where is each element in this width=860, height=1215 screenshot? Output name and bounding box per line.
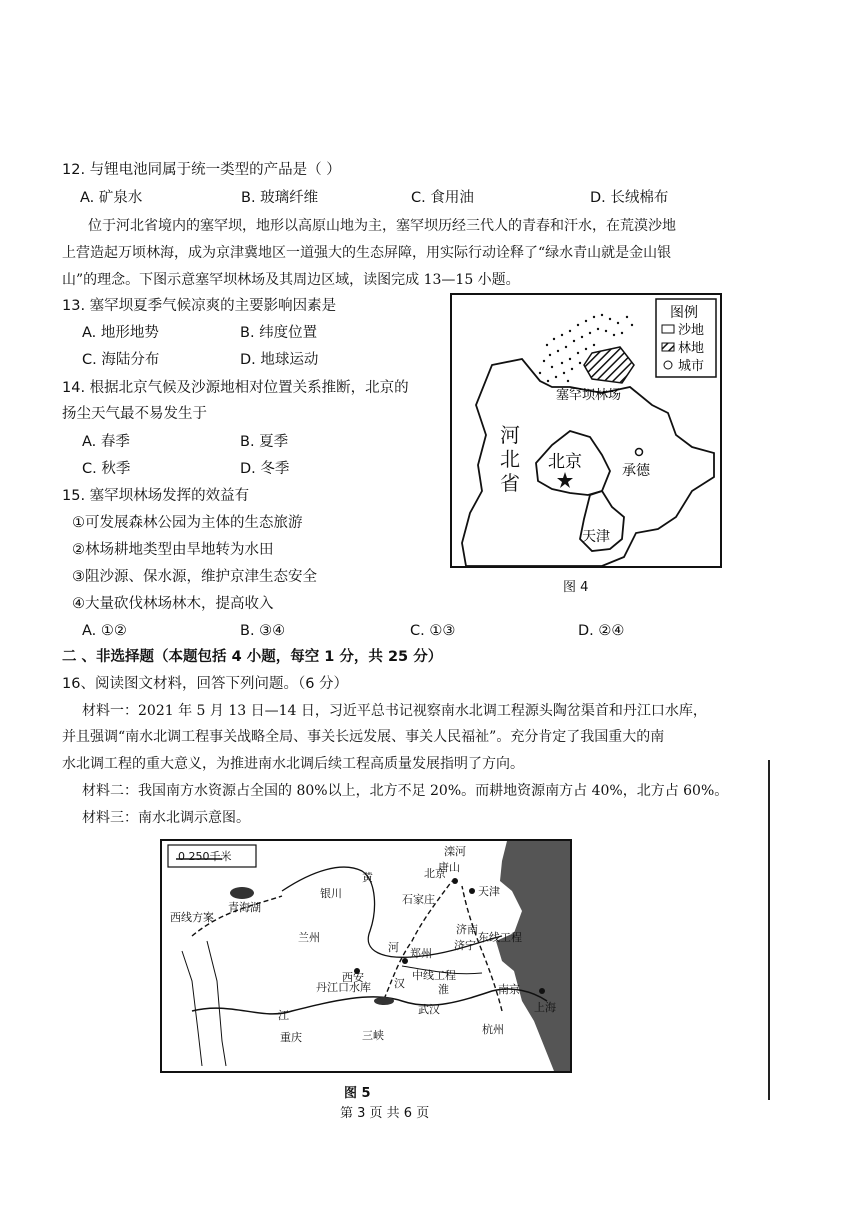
huai-label: 淮 [438, 983, 449, 996]
beijing-label: 北京 [548, 452, 582, 472]
sea-area [496, 841, 570, 1071]
binding-margin-line [768, 760, 770, 1100]
hebei-map-svg [452, 295, 720, 566]
q13-option-d: D. 地球运动 [240, 352, 319, 368]
tianjin-city-dot [469, 888, 475, 894]
q16-material-1-line-2: 并且强调“南水北调工程事关战略全局、事关长远发展、事关人民福祉”。充分肯定了我国重大的南 [62, 729, 665, 745]
section-2-heading: 二 、非选择题（本题包括 4 小题，每空 1 分，共 25 分） [62, 649, 443, 665]
q15-stem: 15. 塞罕坝林场发挥的效益有 [62, 488, 250, 504]
figure-4-caption: 图 4 [563, 580, 589, 595]
beijing-city-dot [452, 878, 458, 884]
qinghai-lake [230, 887, 254, 899]
page-footer: 第 3 页 共 6 页 [340, 1106, 430, 1121]
passage-line-2: 上营造起万顷林海，成为京津冀地区一道强大的生态屏障，用实际行动诠释了“绿水青山就是金山银 [62, 245, 672, 261]
lanzhou-label: 兰州 [298, 931, 320, 944]
qinghai-label: 青海湖 [228, 901, 261, 914]
yinchuan-label: 银川 [320, 887, 342, 900]
q13-option-a: A. 地形地势 [82, 325, 159, 341]
q15-item-4: ④大量砍伐林场林木，提高收入 [72, 596, 274, 612]
q12-stem: 12. 与锂电池同属于统一类型的产品是（ ） [62, 162, 341, 178]
scale-label: 0 250千米 [178, 850, 232, 863]
legend-city-label: 城市 [678, 359, 705, 374]
q13-stem: 13. 塞罕坝夏季气候凉爽的主要影响因素是 [62, 298, 337, 314]
chongqing-label: 重庆 [280, 1031, 302, 1044]
tianjin-label: 天津 [478, 885, 500, 898]
legend-forest-swatch [662, 343, 674, 351]
q15-item-1: ①可发展森林公园为主体的生态旅游 [72, 515, 303, 531]
q12-option-b: B. 玻璃纤维 [241, 190, 319, 206]
chengde-label: 承德 [622, 463, 650, 479]
legend-forest-label: 林地 [678, 341, 705, 356]
figure-4-map [450, 293, 722, 568]
legend-sand-swatch [662, 325, 674, 333]
jining-label: 济宁 [454, 939, 476, 952]
q13-option-c: C. 海陆分布 [82, 352, 160, 368]
han-label: 汉 [394, 977, 405, 990]
zhengzhou-label: 郑州 [410, 947, 432, 960]
q15-option-c: C. ①③ [410, 623, 456, 639]
east-route-label: 东线工程 [478, 931, 522, 944]
q16-material-1-line-3: 水北调工程的重大意义，为推进南水北调后续工程高质量发展指明了方向。 [62, 756, 524, 772]
legend-city-swatch [664, 361, 672, 369]
q16-material-3: 材料三：南水北调示意图。 [82, 810, 250, 826]
water-diversion-map-svg [162, 841, 570, 1071]
jiang-label: 江 [278, 1009, 289, 1022]
legend-sand-label: 沙地 [678, 323, 705, 338]
sanxia-label: 三峡 [362, 1029, 384, 1042]
he-label: 河 [388, 941, 399, 954]
passage-line-3: 山”的理念。下图示意塞罕坝林场及其周边区域，读图完成 13—15 小题。 [62, 272, 520, 288]
q16-stem: 16、阅读图文材料，回答下列问题。（6 分） [62, 676, 349, 692]
middle-route-label: 中线工程 [412, 969, 456, 982]
zhengzhou-city-dot [402, 958, 408, 964]
q12-option-d: D. 长绒棉布 [590, 190, 669, 206]
shanghai-label: 上海 [534, 1001, 556, 1014]
xian-label: 西安 [342, 971, 364, 984]
tianjin-label: 天津 [582, 529, 610, 545]
hebei-label: 河北省 [500, 423, 520, 495]
beijing-label: 北京 [424, 867, 446, 880]
hangzhou-label: 杭州 [482, 1023, 504, 1036]
q16-material-1-line-1: 材料一：2021 年 5 月 13 日—14 日，习近平总书记视察南水北调工程源头陶岔渠首和丹江口水库， [82, 703, 707, 719]
figure-5-map [160, 839, 572, 1073]
q15-option-d: D. ②④ [578, 623, 625, 639]
q14-option-d: D. 冬季 [240, 461, 290, 477]
shanghai-city-dot [539, 988, 545, 994]
q14-stem-1: 14. 根据北京气候及沙源地相对位置关系推断，北京的 [62, 380, 409, 396]
nanjing-label: 南京 [498, 983, 520, 996]
jinan-label: 济南 [456, 923, 478, 936]
forest-area [584, 347, 634, 383]
shijiazhuang-label: 石家庄 [402, 893, 435, 906]
chengde-city-icon [636, 449, 643, 456]
q12-option-c: C. 食用油 [411, 190, 474, 206]
tangshan-label: 唐山 [438, 861, 460, 874]
q15-option-b: B. ③④ [240, 623, 286, 639]
wuhan-label: 武汉 [418, 1003, 440, 1016]
q12-option-a: A. 矿泉水 [80, 190, 143, 206]
q16-material-2: 材料二：我国南方水资源占全国的 80%以上，北方不足 20%。而耕地资源南方占 40%，北方占 60%。 [82, 783, 729, 799]
lancang-river [207, 941, 226, 1066]
q15-item-2: ②林场耕地类型由旱地转为水田 [72, 542, 274, 558]
passage-line-1: 位于河北省境内的塞罕坝，地形以高原山地为主，塞罕坝历经三代人的青春和汗水，在荒漠沙地 [88, 218, 676, 234]
q14-stem-2: 扬尘天气最不易发生于 [62, 406, 207, 422]
west-route-label: 西线方案 [170, 911, 214, 924]
luanhe-label: 滦河 [444, 845, 466, 858]
q14-option-b: B. 夏季 [240, 434, 289, 450]
jinsha-river [182, 951, 202, 1066]
q13-option-b: B. 纬度位置 [240, 325, 318, 341]
q14-option-a: A. 春季 [82, 434, 130, 450]
q14-option-c: C. 秋季 [82, 461, 131, 477]
legend-title: 图例 [670, 305, 698, 321]
q15-item-3: ③阻沙源、保水源，维护京津生态安全 [72, 569, 317, 585]
q15-option-a: A. ①② [82, 623, 127, 639]
danjiangkou-reservoir [374, 997, 394, 1005]
beijing-star-icon [557, 472, 573, 488]
danjiangkou-label: 丹江口水库 [316, 981, 371, 994]
forest-label: 塞罕坝林场 [556, 388, 622, 403]
huang-label: 黄 [362, 871, 373, 884]
figure-5-caption: 图 5 [344, 1086, 371, 1101]
